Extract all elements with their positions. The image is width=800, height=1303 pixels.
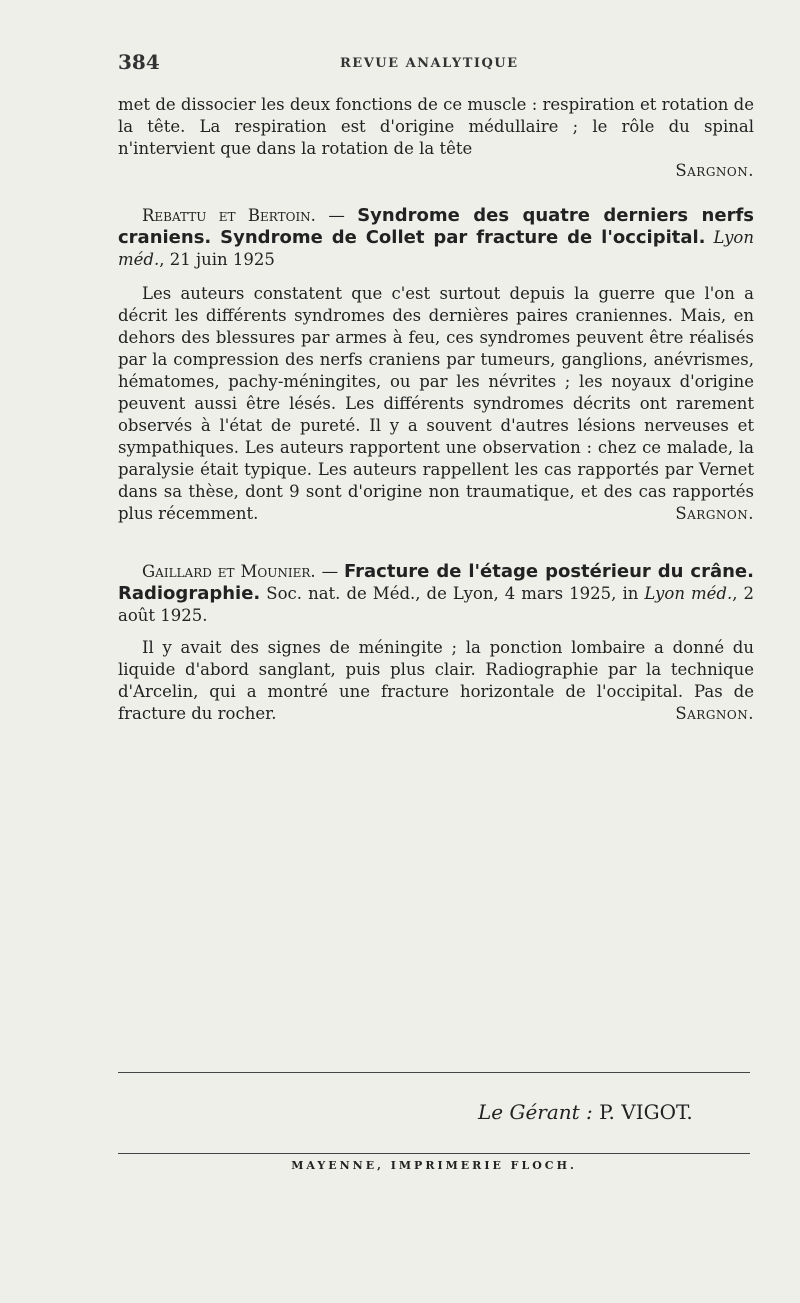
- article-body-text: Les auteurs constatent que c'est surtout depuis la guerre que l'on a décrit les différents syndromes des dernières paires craniennes. Mais, en dehors des blessures par armes à feu, ces syndromes peuvent être réalisés par la compression des nerfs craniens par tumeurs, ganglions, anévrismes, hématomes, pachy-méningites, ou par les névrites ; les noyaux d'origine peuvent aussi être lésés. Les différents syndromes décrits ont rarement observés à l'état de pureté. Il y a souvent d'autres lésions nerveuses et sympathiques. Les auteurs rapportent une observation : chez ce malade, la paralysie était typique. Les auteurs rappellent les cas rapportés par Vernet dans sa thèse, dont 9 sont d'origine non traumatique, et des cas rapportés plus récemment.: [118, 284, 754, 523]
- dash: —: [315, 562, 345, 581]
- signature: Sargnon.: [675, 504, 754, 523]
- article-body: [118, 637, 754, 725]
- article-title: Syndrome des quatre derniers nerfs craniens. Syndrome de Collet par fracture de l'occipital.: [118, 205, 754, 248]
- divider: [118, 1153, 750, 1154]
- page-number: 384: [118, 50, 160, 74]
- article-heading: [118, 205, 754, 271]
- article-authors: Rebattu et Bertoin.: [142, 206, 316, 225]
- gerant-label: Le Gérant :: [478, 1100, 593, 1124]
- running-head: REVUE ANALYTIQUE: [340, 56, 519, 71]
- paragraph-continued: [118, 94, 754, 182]
- article-body-text: Il y avait des signes de méningite ; la ponction lombaire a donné du liquide d'abord sanglant, puis plus clair. Radiographie par la technique d'Arcelin, qui a montré une fracture horizontale de l'occipital. Pas de fracture du rocher.: [118, 638, 754, 723]
- signature: Sargnon.: [675, 161, 754, 180]
- paragraph-text: met de dissocier les deux fonctions de ce muscle : respiration et rotation de la tête. La respiration est d'origine médullaire ; le rôle du spinal n'intervient que dans la rotation de la tête: [118, 95, 754, 158]
- article-title: Fracture de l'étage postérieur du crâne. Radiographie.: [118, 561, 754, 604]
- article-source: Soc. nat. de Méd., de Lyon, 4 mars 1925, in: [260, 584, 645, 603]
- article-body: [118, 283, 754, 525]
- gerant-name: P. VIGOT.: [599, 1100, 693, 1124]
- article-heading: [118, 561, 754, 627]
- dash: —: [315, 206, 358, 225]
- journal-name: Lyon méd.: [644, 584, 733, 603]
- gerant-line: [478, 1100, 693, 1124]
- article-authors: Gaillard et Mounier.: [142, 562, 316, 581]
- signature: Sargnon.: [675, 704, 754, 723]
- divider: [118, 1072, 750, 1073]
- article-date: , 2 août 1925.: [118, 584, 754, 625]
- printer-imprint: MAYENNE, IMPRIMERIE FLOCH.: [291, 1159, 577, 1172]
- journal-name: Lyon méd.: [118, 228, 754, 269]
- article-date: , 21 juin 1925: [159, 250, 275, 269]
